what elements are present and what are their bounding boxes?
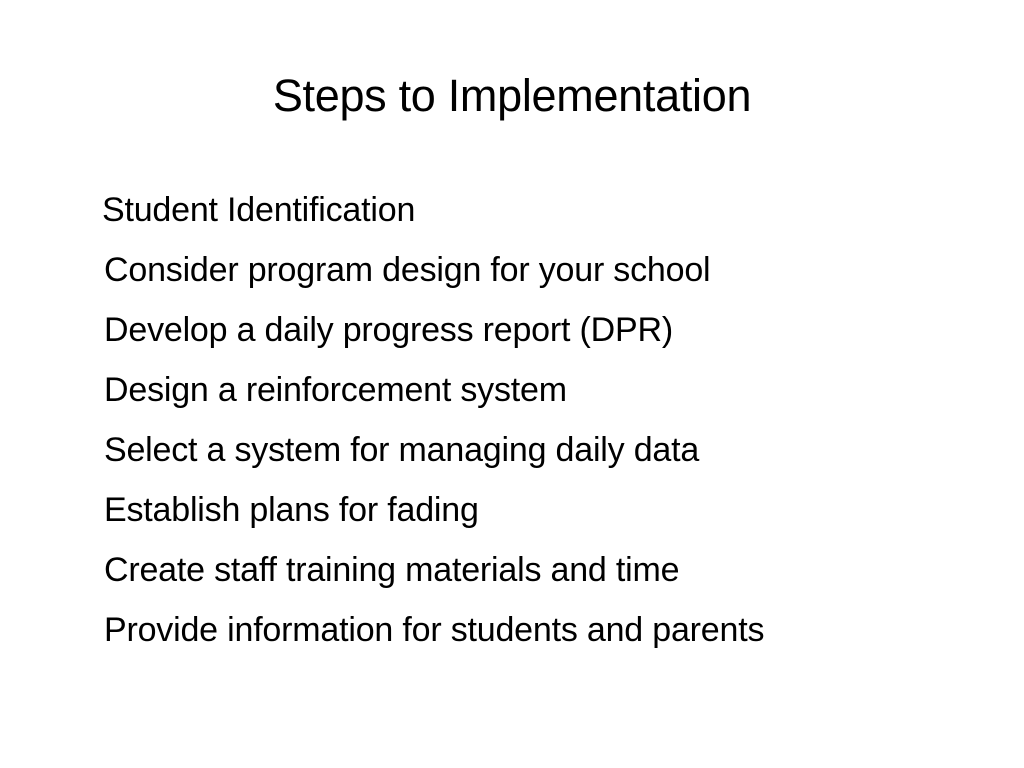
- list-item-staff-training: Create staff training materials and time: [104, 551, 680, 589]
- list-item-reinforcement-system: Design a reinforcement system: [104, 371, 567, 409]
- list-item-managing-daily-data: Select a system for managing daily data: [104, 431, 700, 469]
- list-item-student-identification: Student Identification: [102, 191, 416, 229]
- slide-title: Steps to Implementation: [272, 70, 752, 121]
- list-item-information-students-parents: Provide information for students and parents: [104, 611, 765, 649]
- bullet-list: [104, 180, 1004, 660]
- list-item-program-design: Consider program design for your school: [104, 251, 711, 289]
- list-item-plans-for-fading: Establish plans for fading: [104, 491, 479, 529]
- list-item-daily-progress-report: Develop a daily progress report (DPR): [104, 311, 673, 349]
